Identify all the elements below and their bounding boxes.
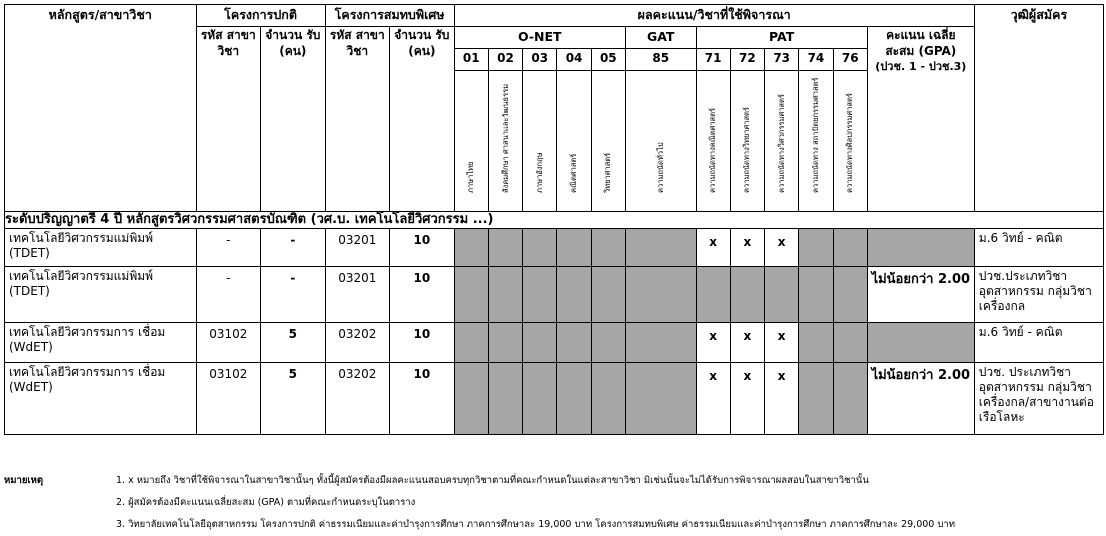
unused-cell xyxy=(833,363,867,435)
unused-cell xyxy=(557,229,591,267)
special-seats: 10 xyxy=(390,267,455,323)
unused-cell xyxy=(488,229,522,267)
subject-name-cell xyxy=(625,71,696,212)
subject-code: 85 xyxy=(625,49,696,71)
header-regular: โครงการปกติ xyxy=(196,5,325,27)
selected-mark: x xyxy=(730,323,764,363)
unused-cell xyxy=(591,267,625,323)
unused-cell xyxy=(488,323,522,363)
subject-name: ภาษาไทย xyxy=(466,161,476,193)
unused-cell xyxy=(625,267,696,323)
header-scores: ผลคะแนน/วิชาที่ใช้พิจารณา xyxy=(454,5,974,27)
unused-cell xyxy=(591,229,625,267)
subject-name-cell xyxy=(591,71,625,212)
subject-code: 02 xyxy=(488,49,522,71)
header-gpa xyxy=(867,27,974,212)
qualification: ม.6 วิทย์ - คณิต xyxy=(974,323,1103,363)
gpa-requirement: ไม่น้อยกว่า 2.00 xyxy=(867,267,974,323)
unused-cell xyxy=(730,267,764,323)
qualification: ปวช.ประเภทวิชา อุตสาหกรรม กลุ่มวิชา เครื่องกล xyxy=(974,267,1103,323)
subject-code: 74 xyxy=(799,49,833,71)
unused-cell xyxy=(454,267,488,323)
subject-name: ภาษาอังกฤษ xyxy=(534,152,544,193)
qualification: ม.6 วิทย์ - คณิต xyxy=(974,229,1103,267)
special-seats: 10 xyxy=(390,229,455,267)
unused-cell xyxy=(625,229,696,267)
notes xyxy=(4,470,1104,536)
subject-name-cell xyxy=(696,71,730,212)
subject-name: ความถนัดทาง สถาปัตยกรรมศาสตร์ xyxy=(810,77,820,193)
program-name: เทคโนโลยีวิศวกรรมการ เชื่อม (WdET) xyxy=(5,363,197,435)
unused-cell xyxy=(523,363,557,435)
unused-cell xyxy=(591,363,625,435)
subject-code: 72 xyxy=(730,49,764,71)
subject-name: คณิตศาสตร์ xyxy=(569,153,579,193)
program-name: เทคโนโลยีวิศวกรรมการ เชื่อม (WdET) xyxy=(5,323,197,363)
selected-mark: x xyxy=(696,323,730,363)
unused-cell xyxy=(454,323,488,363)
section-title: ระดับปริญญาตรี 4 ปี หลักสูตรวิศวกรรมศาสตรบัณฑิต (วศ.บ. เทคโนโลยีวิศวกรรม ...) xyxy=(5,212,1104,229)
gpa-requirement: ไม่น้อยกว่า 2.00 xyxy=(867,363,974,435)
subject-name-cell xyxy=(523,71,557,212)
header-onet: O-NET xyxy=(454,27,625,49)
header-gpa-title: คะแนน เฉลี่ยสะสม (GPA) xyxy=(885,28,957,58)
selected-mark: x xyxy=(696,363,730,435)
header-pat: PAT xyxy=(696,27,867,49)
special-code: 03201 xyxy=(325,267,390,323)
subject-name: ความถนัดทางคณิตศาสตร์ xyxy=(708,107,718,193)
unused-cell xyxy=(625,323,696,363)
subject-code: 76 xyxy=(833,49,867,71)
table-row xyxy=(5,267,1104,323)
regular-seats: - xyxy=(261,267,326,323)
unused-cell xyxy=(488,363,522,435)
unused-cell xyxy=(488,267,522,323)
unused-cell xyxy=(696,267,730,323)
regular-seats: - xyxy=(261,229,326,267)
regular-code: - xyxy=(196,267,261,323)
subject-name-cell xyxy=(488,71,522,212)
header-program: หลักสูตร/สาขาวิชา xyxy=(5,5,197,212)
unused-cell xyxy=(591,323,625,363)
selected-mark: x xyxy=(765,323,799,363)
note-item: 3. วิทยาลัยเทคโนโลยีอุตสาหกรรม โครงการปกติ ค่าธรรมเนียมและค่าบำรุงการศึกษา ภาคการศึกษาละ 19,000 บาท โครงการสมทบพิเศษ ค่าธรรมเนียมและค่าบำรุงการศึกษา ภาคการศึกษาละ 29,000 บาท xyxy=(116,519,955,530)
note-item: 2. ผู้สมัครต้องมีคะแนนเฉลี่ยสะสม (GPA) ตามที่คณะกำหนดระบุในตาราง xyxy=(116,497,416,508)
regular-code: 03102 xyxy=(196,323,261,363)
special-seats: 10 xyxy=(390,323,455,363)
admission-table xyxy=(4,4,1104,435)
regular-code: 03102 xyxy=(196,363,261,435)
header-gat: GAT xyxy=(625,27,696,49)
selected-mark: x xyxy=(765,229,799,267)
unused-cell xyxy=(523,267,557,323)
subject-code: 01 xyxy=(454,49,488,71)
unused-cell xyxy=(557,363,591,435)
unused-cell xyxy=(799,229,833,267)
note-item: 1. x หมายถึง วิชาที่ใช้พิจารณาในสาขาวิชานั้นๆ ทั้งนี้ผู้สมัครต้องมีผลคะแนนสอบครบทุกวิชาตามที่คณะกำหนดในแต่ละสาขาวิชา มิเช่นนั้นจะไม่ได้รับการพิจารณาผลสอบในสาขาวิชานั้น xyxy=(116,475,869,486)
header-regular-seats: จำนวน รับ (คน) xyxy=(261,27,326,212)
subject-name: สังคมศึกษา ศาสนาและวัฒนธรรม xyxy=(500,83,510,193)
unused-cell xyxy=(557,323,591,363)
selected-mark: x xyxy=(765,363,799,435)
subject-name: ความถนัดทางศิลปกรรมศาสตร์ xyxy=(845,93,855,193)
subject-name-cell xyxy=(765,71,799,212)
special-code: 03201 xyxy=(325,229,390,267)
unused-cell xyxy=(454,363,488,435)
selected-mark: x xyxy=(730,363,764,435)
selected-mark: x xyxy=(696,229,730,267)
subject-code: 04 xyxy=(557,49,591,71)
special-code: 03202 xyxy=(325,323,390,363)
program-name: เทคโนโลยีวิศวกรรมแม่พิมพ์ (TDET) xyxy=(5,267,197,323)
subject-code: 71 xyxy=(696,49,730,71)
subject-name-cell xyxy=(557,71,591,212)
subject-code: 03 xyxy=(523,49,557,71)
subject-name: วิทยาศาสตร์ xyxy=(603,152,613,193)
subject-name: ความถนัดทั่วไป xyxy=(655,142,665,193)
subject-name-cell xyxy=(833,71,867,212)
regular-seats: 5 xyxy=(261,323,326,363)
table-row xyxy=(5,229,1104,267)
regular-code: - xyxy=(196,229,261,267)
unused-cell xyxy=(454,229,488,267)
unused-cell xyxy=(799,267,833,323)
notes-label: หมายเหตุ xyxy=(4,475,44,486)
subject-code: 73 xyxy=(765,49,799,71)
qualification: ปวช. ประเภทวิชา อุตสาหกรรม กลุ่มวิชา เครื่องกล/สาขางานต่อ เรือโลหะ xyxy=(974,363,1103,435)
gpa-requirement xyxy=(867,323,974,363)
unused-cell xyxy=(625,363,696,435)
unused-cell xyxy=(799,323,833,363)
subject-name: ความถนัดทางวิทยาศาสตร์ xyxy=(742,107,752,193)
table-row xyxy=(5,363,1104,435)
subject-name: ความถนัดทางวิศวกรรมศาสตร์ xyxy=(776,94,786,193)
header-special: โครงการสมทบพิเศษ xyxy=(325,5,454,27)
program-name: เทคโนโลยีวิศวกรรมแม่พิมพ์ (TDET) xyxy=(5,229,197,267)
table-row xyxy=(5,323,1104,363)
special-code: 03202 xyxy=(325,363,390,435)
subject-name-cell xyxy=(454,71,488,212)
unused-cell xyxy=(523,323,557,363)
subject-code: 05 xyxy=(591,49,625,71)
unused-cell xyxy=(799,363,833,435)
gpa-requirement xyxy=(867,229,974,267)
unused-cell xyxy=(833,323,867,363)
header-special-seats: จำนวน รับ (คน) xyxy=(390,27,455,212)
header-qualification: วุฒิผู้สมัคร xyxy=(974,5,1103,212)
selected-mark: x xyxy=(730,229,764,267)
header-gpa-sub: (ปวช. 1 - ปวช.3) xyxy=(875,60,967,73)
unused-cell xyxy=(557,267,591,323)
unused-cell xyxy=(833,229,867,267)
subject-name-cell xyxy=(730,71,764,212)
regular-seats: 5 xyxy=(261,363,326,435)
header-regular-code: รหัส สาขา วิชา xyxy=(196,27,261,212)
unused-cell xyxy=(523,229,557,267)
header-special-code: รหัส สาขา วิชา xyxy=(325,27,390,212)
special-seats: 10 xyxy=(390,363,455,435)
unused-cell xyxy=(833,267,867,323)
unused-cell xyxy=(765,267,799,323)
subject-name-cell xyxy=(799,71,833,212)
